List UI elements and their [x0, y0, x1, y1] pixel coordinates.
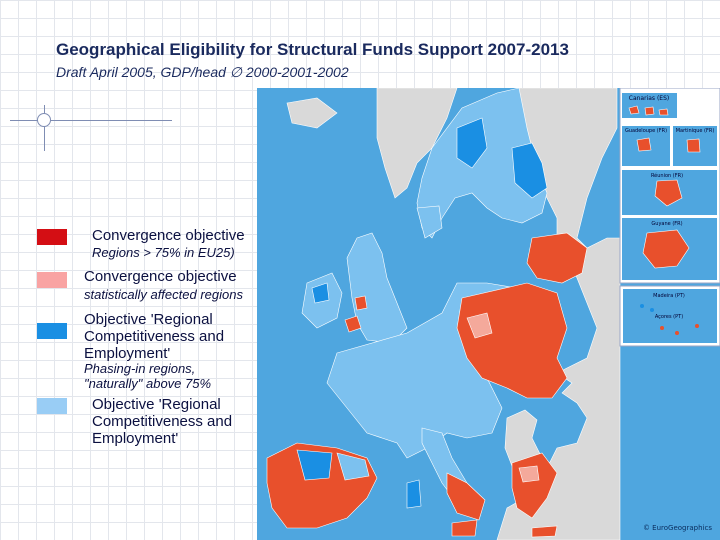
- legend-swatch-competitiveness: [37, 398, 67, 414]
- region-west-wales: [355, 296, 367, 310]
- legend-label-statistical-effect: Convergence objective: [84, 268, 237, 285]
- inset-label: Guyane (FR): [651, 221, 683, 227]
- europe-map-svg: [257, 88, 720, 540]
- legend-swatch-convergence: [37, 229, 67, 245]
- page-title: Geographical Eligibility for Structural Funds Support 2007-2013: [56, 40, 569, 59]
- inset-label: Réunion (FR): [650, 173, 684, 179]
- inset-label: Canarias (ES): [628, 95, 670, 102]
- legend-swatch-phasing-in: [37, 323, 67, 339]
- legend-sublabel-statistical-effect: statistically affected regions: [84, 287, 243, 302]
- inset-label: Açores (PT): [654, 314, 684, 320]
- inset-label: Guadeloupe (FR): [624, 128, 668, 134]
- page-subtitle: Draft April 2005, GDP/head ∅ 2000-2001-2002: [56, 64, 349, 80]
- europe-map: [257, 88, 720, 540]
- legend-label-phasing-in: Objective 'Regional Competitiveness and Employment': [84, 311, 225, 362]
- outermost-regions-panel: [620, 88, 720, 283]
- atlantic-islands-panel: [620, 286, 720, 346]
- region-sardinia: [407, 480, 421, 508]
- legend-swatch-statistical-effect: [37, 272, 67, 288]
- inset-label: Madeira (PT): [653, 293, 685, 299]
- legend-label-competitiveness: Objective 'Regional Competitiveness and Employment': [92, 396, 233, 447]
- region-crete: [532, 526, 557, 537]
- legend-sublabel-phasing-in: Phasing-in regions, "naturally" above 75%: [84, 361, 212, 391]
- map-credit: © EuroGeographics: [642, 524, 712, 532]
- legend-label-convergence: Convergence objective: [92, 227, 245, 244]
- decorative-circle: [37, 113, 51, 127]
- legend-sublabel-convergence: Regions > 75% in EU25): [92, 245, 235, 260]
- decorative-rule-vertical: [44, 105, 45, 151]
- inset-label: Martinique (FR): [675, 128, 715, 134]
- decorative-rule: [10, 120, 172, 121]
- region-sicily: [452, 520, 477, 536]
